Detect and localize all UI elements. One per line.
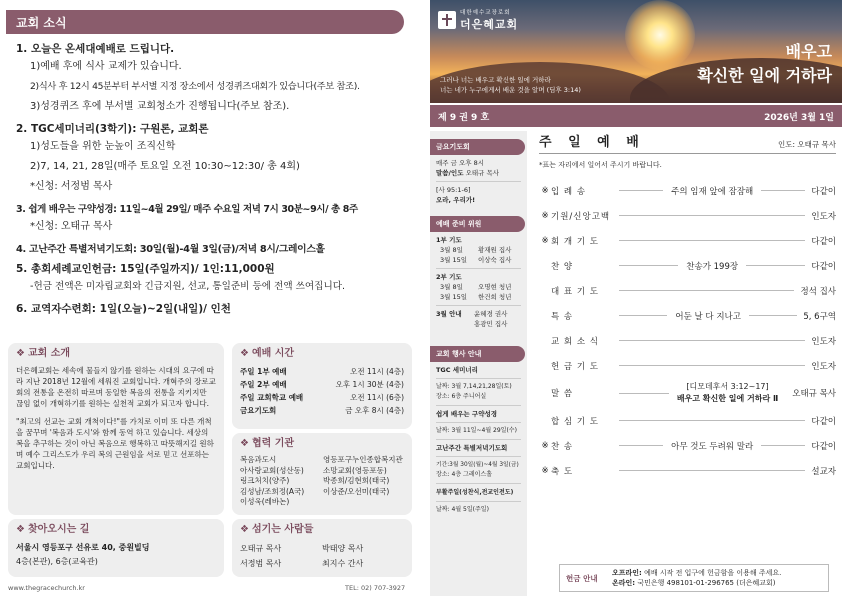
news-list: [16, 42, 411, 322]
service-row: 주일 교회학교 예배 오전 11시 (6층): [240, 393, 404, 402]
staff-name: 서정범 목사: [240, 559, 282, 568]
news-title: 2. TGC세미너리(3학기): 구원론, 교회론: [16, 123, 209, 135]
events-tab: 교회 행사 안내: [430, 346, 525, 362]
order-row: ※ 찬 송 아무 것도 두려워 말라 다같이: [541, 440, 836, 452]
hero-banner: [430, 0, 842, 103]
news-item: [16, 42, 411, 117]
theme-verse: 그러나 너는 배우고 확신한 일에 거하라 너는 네가 누구에게서 배운 것을 알며 (딤후 3:14): [440, 76, 581, 94]
service-row: 주일 1부 예배 오전 11시 (4층): [240, 367, 404, 376]
order-row: ※ 입 례 송 주의 임재 앞에 잠잠해 다같이: [541, 185, 836, 197]
staff-box: [232, 519, 412, 577]
news-item: [16, 122, 411, 197]
order-row-sermon: 말 씀 [디모데후서 3:12~17] 배우고 확신한 일에 거하라 Ⅱ 오태규 목사: [551, 382, 836, 403]
staff-title: ❖ 섬기는 사람들: [240, 524, 314, 535]
news-item: [16, 202, 411, 237]
intro-paragraph: 더은혜교회는 세속에 물들지 않기를 원하는 시대의 요구에 따라 지난 2018년 12월에 세워진 교회입니다. 개혁주의 장로교회의 전통을 온전히 따르며 동일한 복음의 전통을 지키지만 끊임 없이 개혁하기를 원하는 실천적 교회가 되고자 합니다.: [16, 366, 216, 408]
service-row: 금요기도회 금 오후 8시 (4층): [240, 406, 404, 415]
offering-label: 헌금 안내: [566, 573, 598, 583]
news-title: 6. 교역자수련회: 1일(오늘)~2일(내일)/ 인천: [16, 303, 231, 315]
diamond-icon: ❖: [16, 348, 25, 359]
duty-tab: 예배 준비 위원: [430, 216, 525, 232]
org-item: 이상준/오선미(태국): [323, 486, 390, 496]
order-row: 특 송 어둔 날 다 지나고 5, 6구역: [551, 311, 836, 322]
sermon-title: 배우고 확신한 일에 거하라 Ⅱ: [676, 394, 779, 403]
denomination: 대한예수교장로회: [460, 10, 511, 16]
news-title: 1. 오늘은 온세대예배로 드립니다.: [16, 43, 175, 55]
org-item: 박종희/김현희(태국): [323, 476, 390, 485]
news-title: 3. 쉽게 배우는 구약성경: 11일~4월 29일/ 매주 수요일 저녁 7시 30분~9시/ 총 8주: [16, 204, 358, 215]
right-page: [421, 0, 842, 596]
location-title: ❖ 찾아오시는 길: [16, 524, 90, 535]
worship-leader: 인도: 오태규 목사: [777, 140, 836, 149]
diamond-icon: ❖: [16, 524, 25, 535]
org-item: 링크처치(양주): [240, 476, 290, 485]
address: 서울시 영등포구 선유로 40, 중원빌딩: [16, 543, 150, 552]
issue-bar: [430, 105, 842, 127]
news-sub: 2)식사 후 12시 45분부터 부서별 지정 장소에서 성경퀴즈대회가 있습니다(주보 참조).: [30, 81, 360, 92]
theme-title: 배우고 확신한 일에 거하라: [697, 42, 832, 85]
orgs-grid: [240, 455, 404, 508]
sidebar: [430, 131, 527, 596]
news-sub: 1)성도들을 위한 눈높이 조직신학: [30, 141, 176, 152]
cross-icon: [438, 11, 456, 29]
staff-name: 박태양 목사: [322, 544, 364, 553]
worship-order: [539, 131, 836, 483]
org-item: 아사랑교회(성산동): [240, 465, 304, 475]
services-title: ❖ 예배 시간: [240, 348, 295, 359]
org-item: 복음과도시: [240, 455, 277, 464]
prayer-info: 매주 금 오후 8시 말씀/인도 오태규 목사 [사 95:1-6] 오라, 우리가!: [430, 155, 527, 208]
worship-header: [539, 131, 836, 154]
events-list: TGC 세미너리 날짜: 3월 7,14,21,28일(토) 장소: 6층 주니어실 쉽게 배우는 구약성경 날짜: 3월 11일~4월 29일(수) 고난주간 특별저녁기도회 기간:3월 30일(월)~4월 3일(금) 장소: 4층 그레이스홀 부활주일(성찬식,전교인전도) 날짜: 4월 5일(주일): [430, 362, 527, 518]
news-sub: *신청: 서정범 목사: [30, 181, 113, 192]
church-name: 더은혜교회: [460, 18, 519, 31]
worship-title: 주 일 예 배: [539, 135, 645, 150]
order-row: ※ 축 도 설교자: [541, 465, 836, 477]
diamond-icon: ❖: [240, 524, 249, 535]
sunrise-image: [625, 0, 695, 70]
intro-paragraph: "최고의 선교는 교회 개척이다!"를 가치로 이미 또 다른 개척을 꿈꾸며 '복음과 도시'와 함께 동역 하고 있습니다. 세상의 복을 추구하는 것이 아닌 복음으로 행복하고 따뜻해지길 원하며 예수 그리스도가 우리 복의 근원임을 서로 믿고 선포하는 교회입니다.: [16, 417, 214, 470]
news-sub: *신청: 오태규 목사: [30, 221, 113, 232]
order-row: ※ 기원/신앙고백 인도자: [541, 210, 836, 222]
org-item: 영등포구누인종합복지관: [323, 455, 403, 464]
intro-title: ❖ 교회 소개: [16, 348, 71, 359]
order-row: 찬 양 찬송가 199장 다같이: [551, 261, 837, 272]
prayer-tab: 금요기도회: [430, 139, 525, 155]
staff-name: 오태규 목사: [240, 544, 282, 553]
duty-list: 1부 기도 3월 8일 황재원 집사 3월 15일 이상숙 집사 2부 기도 3월 8일 오명현 청년 3월 15일 한건희 청년 3월 안내 윤혜경 권사 홍광민 집사: [430, 232, 527, 332]
offering-info: 헌금 안내 오프라인: 예배 시작 전 입구에 헌금함을 이용해 주세요. 온라인: 국민은행 498101-01-296765 (더은혜교회): [559, 564, 829, 592]
service-row: 주일 2부 예배 오후 1시 30분 (4층): [240, 380, 404, 389]
diamond-icon: ❖: [240, 348, 249, 359]
news-item: [16, 262, 411, 297]
website-url[interactable]: www.thegracechurch.kr: [8, 584, 85, 592]
org-item: 소망교회(영등포동): [323, 465, 387, 475]
news-sub: 2)7, 14, 21, 28일(매주 토요일 오전 10:30~12:30/ 총 4회): [30, 161, 300, 172]
sermon-info: [669, 381, 786, 405]
news-title: 5. 총회세례교인헌금: 15일(주일까지)/ 1인:11,000원: [16, 263, 275, 275]
news-item: [16, 302, 411, 317]
intro-box: [8, 343, 224, 515]
news-sub: 1)예배 후에 식사 교제가 있습니다.: [30, 61, 182, 72]
location-box: [8, 519, 224, 577]
church-logo: [438, 8, 518, 32]
orgs-box: [232, 433, 412, 515]
news-header: 교회 소식: [6, 10, 404, 34]
address-floors: 4층(본관), 6층(교육관): [16, 557, 98, 566]
news-sub: -헌금 전액은 미자립교회와 긴급지원, 선교, 통일준비 등에 전액 쓰여집니다.: [30, 281, 346, 292]
order-row: 교 회 소 식 인도자: [551, 336, 836, 347]
sermon-reference: [디모데후서 3:12~17]: [686, 382, 769, 391]
services-box: [232, 343, 412, 429]
news-item: [16, 242, 411, 257]
order-list: [539, 178, 836, 483]
issue-volume: 제 9 권 9 호: [438, 113, 490, 123]
diamond-icon: ❖: [240, 438, 249, 449]
orgs-title: ❖ 협력 기관: [240, 438, 295, 449]
issue-date: 2026년 3월 1일: [764, 113, 834, 123]
order-row: ※ 회 개 기 도 다같이: [541, 235, 836, 247]
order-row: 합 심 기 도 다같이: [551, 416, 836, 427]
org-item: 김성남/조희정(A국): [240, 486, 305, 496]
org-item: 이성욱(레바논): [240, 497, 290, 506]
order-row: 헌 금 기 도 인도자: [551, 361, 836, 372]
staff-grid: [240, 541, 404, 571]
news-sub: 3)성경퀴즈 후에 부서별 교회청소가 진행됩니다(주보 참조).: [30, 101, 290, 112]
news-title: 4. 고난주간 특별저녁기도회: 30일(월)-4월 3일(금)/저녁 8시/그레이스홀: [16, 244, 325, 255]
phone-number: TEL: 02) 707-3927: [345, 584, 406, 592]
staff-name: 최지수 간사: [322, 559, 364, 568]
standing-note: *표는 자리에서 일어서 주시기 바랍니다.: [539, 161, 662, 169]
order-row: 대 표 기 도 정석 집사: [551, 286, 836, 297]
